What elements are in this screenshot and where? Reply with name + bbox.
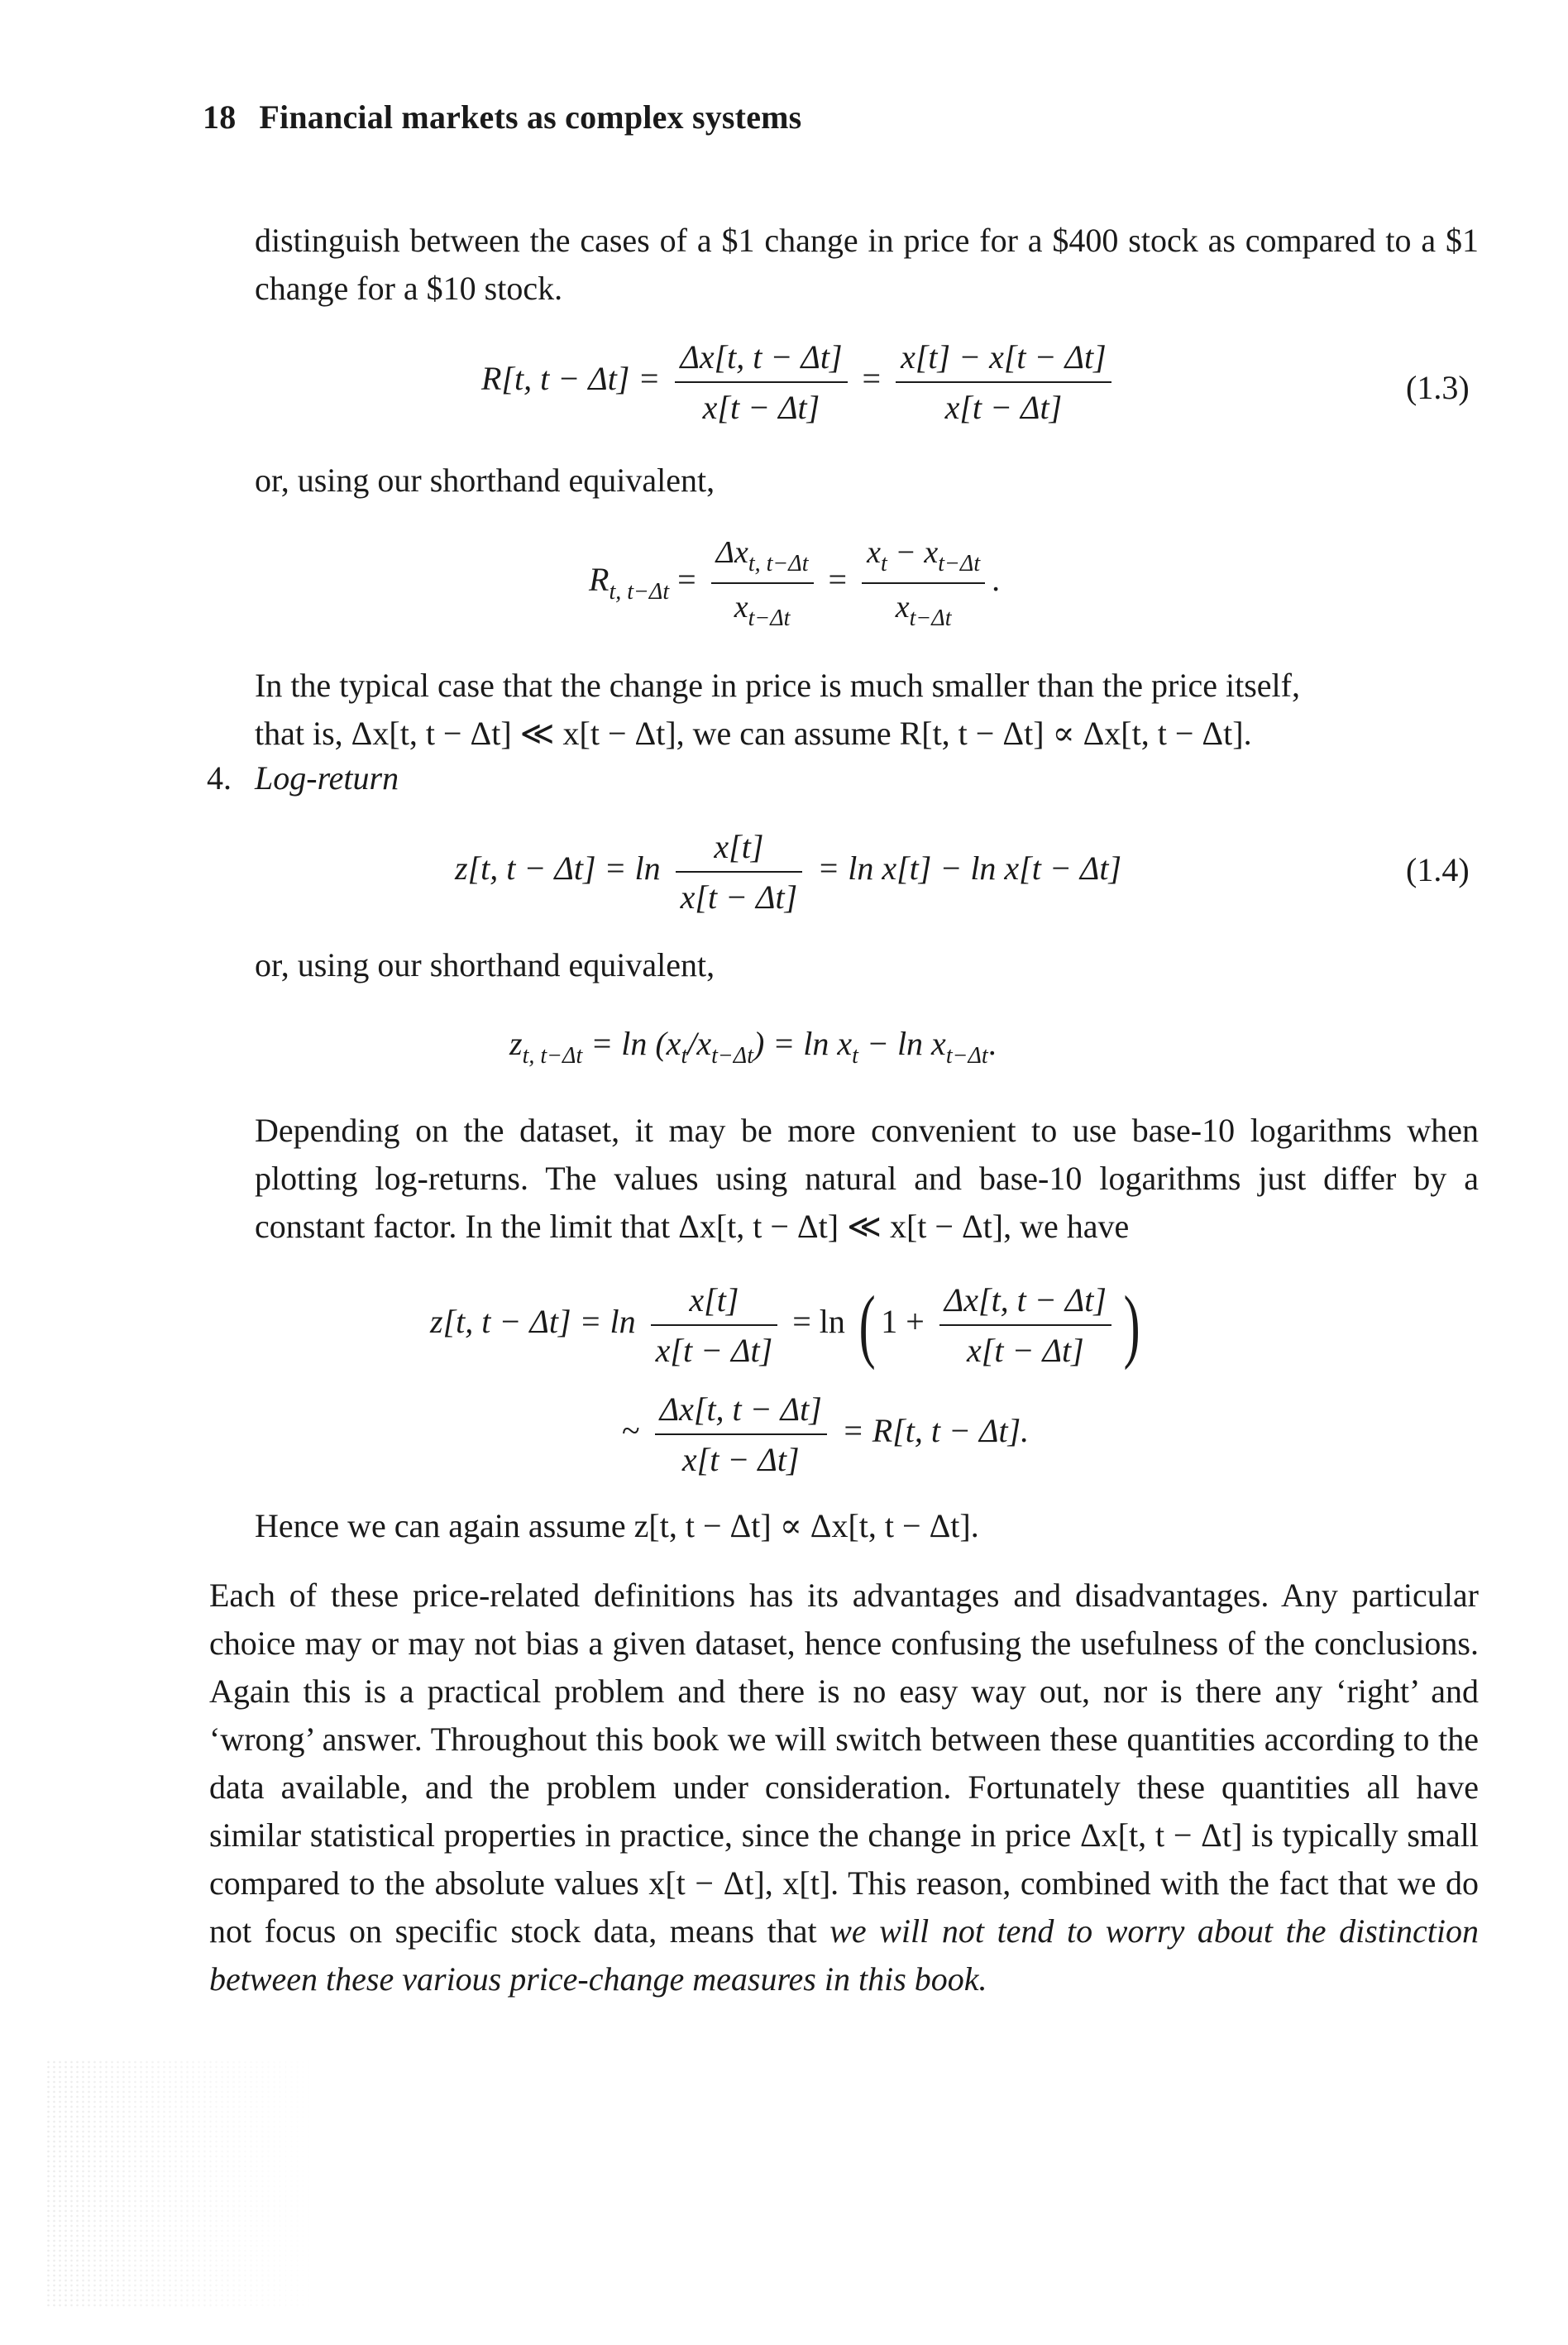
eq-1-3-frac1 xyxy=(675,337,847,427)
eq-r-equals-1: = xyxy=(677,561,696,599)
eq-1-3-frac1-den: x[t − Δt] xyxy=(702,389,820,426)
eq-z-xt-sub: t xyxy=(681,1043,688,1069)
eq-r-frac2-den: x xyxy=(895,590,910,625)
paragraph-final-italic: we will not tend to worry about the distinction between these various price-change measures in this book. xyxy=(209,1912,1479,1998)
eq-z-slash: /x xyxy=(687,1025,712,1062)
eq-r-frac1-den: x xyxy=(734,590,748,625)
eq-limit-mid: = ln xyxy=(792,1303,845,1341)
eq-r-lhs: R xyxy=(589,561,610,599)
equation-shorthand-z xyxy=(509,1024,997,1070)
eq-1-3-frac2 xyxy=(896,337,1111,427)
eq-z-lhs-sub: t, t−Δt xyxy=(522,1043,583,1069)
shorthand-text-2: or, using our shorthand equivalent, xyxy=(255,946,715,983)
eq-1-4-rhs: = ln x[t] − ln x[t − Δt] xyxy=(817,849,1122,888)
eq-r-frac2 xyxy=(862,534,985,632)
list-item-title-log-return: Log-return xyxy=(255,759,399,797)
eq-z-xt2-sub: t xyxy=(852,1043,858,1069)
eq-r-equals-2: = xyxy=(828,561,848,599)
eq-z-part2: ) = ln x xyxy=(753,1025,853,1062)
running-title: Financial markets as complex systems xyxy=(259,98,802,136)
paragraph-final xyxy=(209,1572,1479,2003)
eq-1-3-lhs: R[t, t − Δt] = xyxy=(481,360,661,398)
paragraph-depending: Depending on the dataset, it may be more convenient to use base-10 logarithms when plotting log-returns. The values using natural and base-10 logarithms just differ by a constant factor. In the limit that Δx[t, t − Δt] ≪ x[t − Δt], we have xyxy=(255,1112,1479,1245)
eq-1-3-frac2-den: x[t − Δt] xyxy=(944,389,1063,426)
page-number: 18 xyxy=(203,98,237,136)
paragraph-hence: Hence we can again assume z[t, t − Δt] ∝ Δx[t, t − Δt]. xyxy=(255,1507,979,1544)
equation-limit-line-2 xyxy=(622,1390,1029,1479)
eq-1-3-frac2-num: x[t] − x[t − Δt] xyxy=(896,337,1111,383)
eq-limit-lhs: z[t, t − Δt] = ln xyxy=(430,1303,636,1341)
eq-limit-tilde: ~ xyxy=(622,1412,640,1450)
running-header xyxy=(203,98,801,136)
eq-1-4-frac xyxy=(676,827,803,916)
eq-r-frac2-num-a-sub: t xyxy=(880,551,887,577)
equation-1-4 xyxy=(455,827,1121,916)
eq-limit-close-paren: ) xyxy=(1123,1279,1140,1371)
eq-r-frac2-num-a: x xyxy=(867,535,881,570)
eq-1-3-equals: = xyxy=(862,360,882,398)
paragraph-typical-line-1: In the typical case that the change in price is much smaller than the price itself, xyxy=(255,667,1300,704)
eq-r-frac1-num: Δx xyxy=(715,535,748,570)
eq-r-frac2-num-b-sub: t−Δt xyxy=(938,551,981,577)
paragraph-intro: distinguish between the cases of a $1 change in price for a $400 stock as compared to a $1 change for a $10 stock. xyxy=(255,222,1479,307)
eq-z-lhs: z xyxy=(509,1025,523,1062)
eq-limit-rhs2: = R[t, t − Δt]. xyxy=(841,1412,1030,1450)
eq-limit-frac1-num: x[t] xyxy=(651,1280,778,1326)
equation-1-3 xyxy=(481,337,1118,427)
eq-limit-frac1-den: x[t − Δt] xyxy=(655,1332,773,1369)
eq-z-xtd2-sub: t−Δt xyxy=(945,1043,988,1069)
eq-z-part3: − ln x xyxy=(858,1025,946,1062)
eq-limit-open-paren: ( xyxy=(858,1279,876,1371)
eq-limit-frac2-num: Δx[t, t − Δt] xyxy=(939,1280,1111,1326)
paragraph-typical-line-2: that is, Δx[t, t − Δt] ≪ x[t − Δt], we can assume R[t, t − Δt] ∝ Δx[t, t − Δt]. xyxy=(255,715,1252,752)
eq-1-4-frac-den: x[t − Δt] xyxy=(680,878,798,916)
equation-number-1-3: (1.3) xyxy=(1406,369,1470,406)
eq-1-4-lhs: z[t, t − Δt] = ln xyxy=(455,849,661,888)
equation-limit-line-1 xyxy=(430,1280,1145,1370)
equation-number-1-4: (1.4) xyxy=(1406,851,1470,888)
eq-limit-frac3 xyxy=(655,1390,827,1479)
eq-r-frac2-num-minus: − x xyxy=(887,535,939,570)
eq-1-4-frac-num: x[t] xyxy=(676,827,803,873)
eq-z-period: . xyxy=(987,1025,997,1062)
eq-r-frac1 xyxy=(711,534,814,632)
paragraph-final-plain: Each of these price-related definitions has its advantages and disadvantages. Any particular choice may or may not bias a given dataset, hence confusing the usefulness of the conclusions. Again this is a practical problem and there is no easy way out, nor is there any ‘right’ and ‘wrong’ answer. Throughout this book we will switch between these quantities according to the data available, and the problem under consideration. Fortunately these quantities all have similar statistical properties in practice, since the change in price Δx[t, t − Δt] is typically small compared to the absolute values x[t − Δt], x[t]. This reason, combined with the fact that we do not focus on specific stock data, means that xyxy=(209,1577,1479,1950)
eq-limit-frac3-den: x[t − Δt] xyxy=(681,1441,800,1478)
eq-limit-frac1 xyxy=(651,1280,778,1370)
eq-limit-one-plus: 1 + xyxy=(881,1303,925,1341)
eq-1-3-frac1-num: Δx[t, t − Δt] xyxy=(675,337,847,383)
eq-r-lhs-sub: t, t−Δt xyxy=(609,579,670,605)
list-item-number-4: 4. xyxy=(207,759,232,797)
scan-noise-artifact xyxy=(45,2060,318,2308)
shorthand-text-1: or, using our shorthand equivalent, xyxy=(255,462,715,499)
eq-r-frac1-den-sub: t−Δt xyxy=(748,605,791,631)
equation-shorthand-r xyxy=(589,534,1000,632)
eq-z-part1: = ln (x xyxy=(582,1025,681,1062)
eq-r-period: . xyxy=(992,561,1001,599)
eq-limit-frac3-num: Δx[t, t − Δt] xyxy=(655,1390,827,1435)
eq-limit-frac2-den: x[t − Δt] xyxy=(967,1332,1084,1369)
eq-z-xtd-sub: t−Δt xyxy=(711,1043,753,1069)
eq-limit-frac2 xyxy=(939,1280,1111,1370)
eq-r-frac2-den-sub: t−Δt xyxy=(909,605,952,631)
eq-r-frac1-num-sub: t, t−Δt xyxy=(748,551,809,577)
